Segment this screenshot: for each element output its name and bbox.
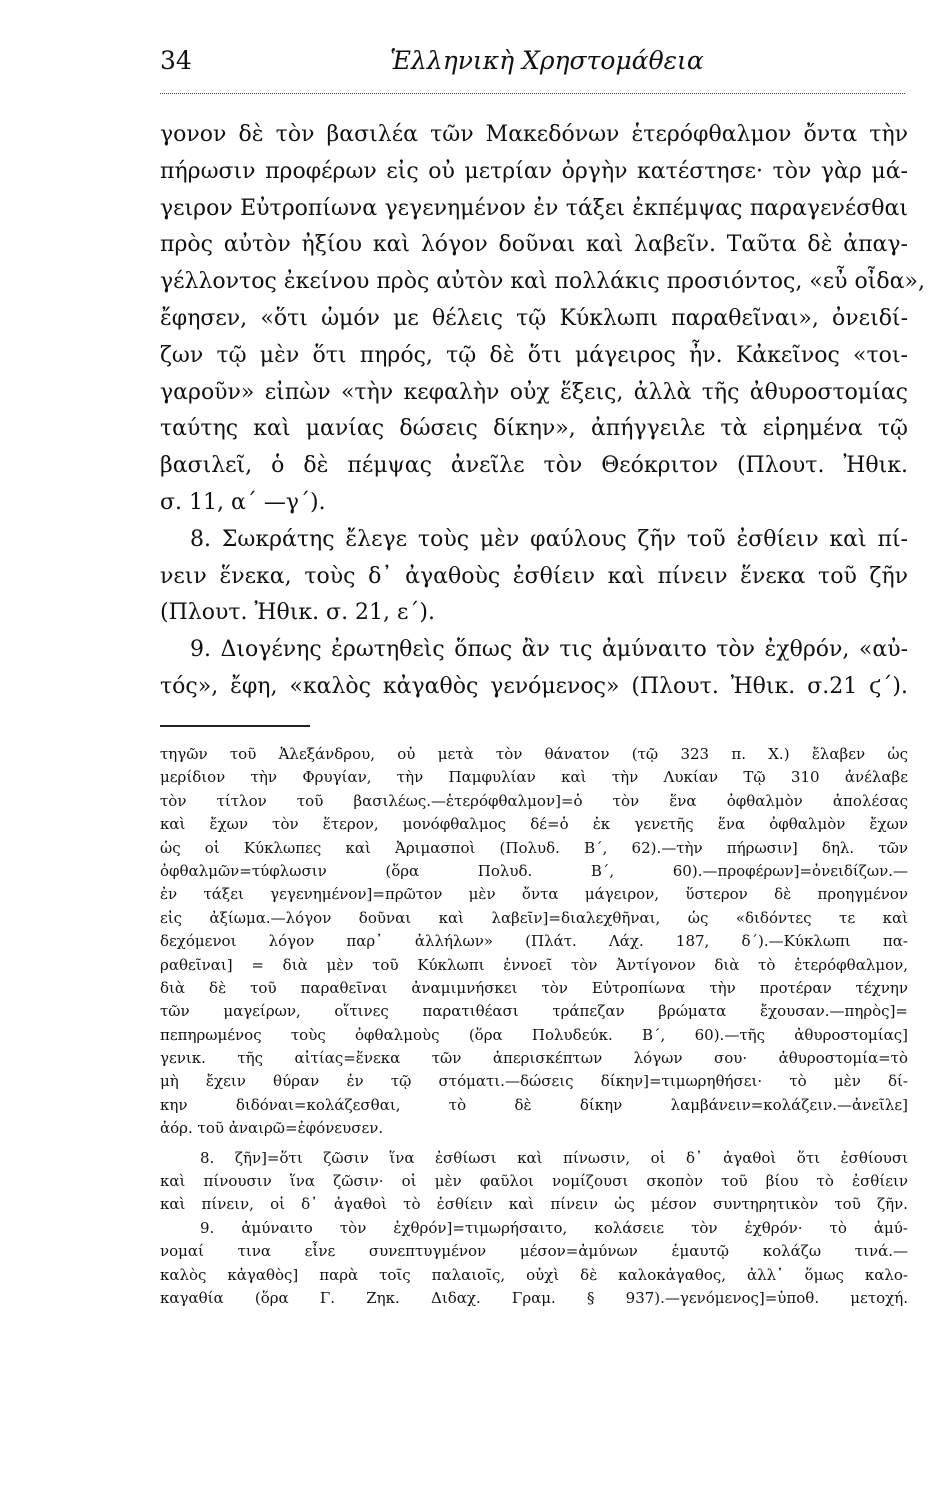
text-line: γαροῦν» εἰπὼν «τὴν κεφαλὴν οὐχ ἕξεις, ἀλλὰ τῆς ἀθυροστομίας (160, 379, 908, 405)
text-line: 9. Διογένης ἐρωτηθεὶς ὅπως ἂν τις ἀμύναιτο τὸν ἐχθρόν, «αὐ- (190, 637, 908, 663)
footnote-line: καὶ ἔχων τὸν ἕτερον, μονόφθαλμος δέ=ὁ ἐκ γενετῆς ἕνα ὀφθαλμὸν ἔχων (160, 815, 908, 834)
text-line: γειρον Εὐτροπίωνα γεγενημένον ἐν τάξει ἐκπέμψας παραγενέσθαι (160, 195, 908, 221)
text-line: νειν ἕνεκα, τοὺς δ᾿ ἀγαθοὺς ἐσθίειν καὶ πίνειν ἕνεκα τοῦ ζῆν (160, 563, 908, 589)
text-line: (Πλουτ. Ἠθικ. σ. 21, ε΄). (160, 600, 436, 626)
text-line: πήρωσιν προφέρων εἰς οὐ μετρίαν ὀργὴν κατέστησε· τὸν γὰρ μά- (160, 158, 908, 184)
text-line: ζων τῷ μὲν ὅτι πηρός, τῷ δὲ ὅτι μάγειρος ἦν. Κἀκεῖνος «τοι- (160, 342, 908, 368)
text-line: σ. 11, α΄ —γ΄). (160, 489, 326, 515)
text-line: βασιλεῖ, ὁ δὲ πέμψας ἀνεῖλε τὸν Θεόκριτον (Πλουτ. Ἠθικ. (160, 453, 908, 479)
footnote-line: δεχόμενοι λόγον παρ᾿ ἀλλήλων» (Πλάτ. Λάχ. 187, δ΄).—Κύκλωπι πα- (160, 932, 908, 951)
footnote-line: ἀόρ. τοῦ ἀναιρῶ=ἐφόνευσεν. (160, 1119, 384, 1138)
footnote-line: τῶν μαγείρων, οἵτινες παρατιθέασι τράπεζαν βρώματα ἔχουσαν.—πηρὸς]= (160, 1002, 908, 1021)
footnote-rule (160, 725, 310, 727)
text-line: πρὸς αὐτὸν ἠξίου καὶ λόγον δοῦναι καὶ λαβεῖν. Ταῦτα δὲ ἀπαγ- (160, 232, 908, 258)
footnotes (160, 743, 908, 1310)
text-line: γέλλοντος ἐκείνου πρὸς αὐτὸν καὶ πολλάκις προσιόντος, «εὖ οἶδα», (160, 269, 925, 295)
footnote-line: καὶ πίνειν, οἱ δ᾿ ἀγαθοὶ τὸ ἐσθίειν καὶ πίνειν ὡς μέσον συντηρητικὸν τοῦ ζῆν. (160, 1195, 908, 1214)
running-title: Ἑλληνικὴ Χρηστομάθεια (390, 46, 704, 75)
footnote-line: πεπηρωμένος τοὺς ὀφθαλμοὺς (ὅρα Πολυδεύκ. Β΄, 60).—τῆς ἀθυροστομίας] (160, 1025, 908, 1044)
footnote-line: τὸν τίτλον τοῦ βασιλέως.—ἑτερόφθαλμον]=ὁ τὸν ἕνα ὀφθαλμὸν ἀπολέσας (160, 791, 908, 810)
footnote-line: ὀφθαλμῶν=τύφλωσιν (ὅρα Πολυδ. Β΄, 60).—προφέρων]=ὀνειδίζων.— (160, 861, 908, 880)
text-line: 8. Σωκράτης ἔλεγε τοὺς μὲν φαύλους ζῆν τοῦ ἐσθίειν καὶ πί- (190, 526, 908, 552)
page-number: 34 (160, 46, 192, 75)
text-line: τός», ἔφη, «καλὸς κἀγαθὸς γενόμενος» (Πλουτ. Ἠθικ. σ.21 ϛ΄). (160, 673, 908, 699)
page-header (160, 40, 905, 84)
footnote-line: κην διδόναι=κολάζεσθαι, τὸ δὲ δίκην λαμβάνειν=κολάζειν.—ἀνεῖλε] (160, 1095, 908, 1114)
footnote-line: ἐν τάξει γεγενημένον]=πρῶτον μὲν ὄντα μάγειρον, ὕστερον δὲ προηγμένον (160, 885, 908, 904)
footnote-line: 8. ζῆν]=ὅτι ζῶσιν ἵνα ἐσθίωσι καὶ πίνωσιν, οἱ δ᾿ ἀγαθοὶ ὅτι ἐσθίουσι (200, 1148, 908, 1167)
footnote-line: καλὸς κἀγαθὸς] παρὰ τοῖς παλαιοῖς, οὐχὶ δὲ καλοκἀγαθος, ἀλλ᾿ ὅμως καλο- (160, 1265, 908, 1284)
footnote-line: μερίδιον τὴν Φρυγίαν, τὴν Παμφυλίαν καὶ τὴν Λυκίαν Τῷ 310 ἀνέλαβε (160, 768, 908, 787)
footnote-line: 9. ἀμύναιτο τὸν ἐχθρόν]=τιμωρήσαιτο, κολάσειε τὸν ἐχθρόν· τὸ ἀμύ- (200, 1218, 908, 1237)
text-line: γονον δὲ τὸν βασιλέα τῶν Μακεδόνων ἑτερόφθαλμον ὄντα τὴν (160, 122, 908, 147)
footnote-line: ραθεῖναι] = διὰ μὲν τοῦ Κύκλωπι ἐννοεῖ τὸν Ἀντίγονον διὰ τὸ ἑτερόφθαλμον, (160, 955, 908, 974)
footnote-line: καὶ πίνουσιν ἵνα ζῶσιν· οἱ μὲν φαῦλοι νομίζουσι σκοπὸν τοῦ βίου τὸ ἐσθίειν (160, 1172, 908, 1191)
footnote-line: ὡς οἱ Κύκλωπες καὶ Ἀριμασποὶ (Πολυδ. Β΄, 62).—τὴν πήρωσιν] δηλ. τῶν (160, 838, 908, 857)
main-text (160, 117, 925, 706)
footnote-line: καγαθία (ὅρα Γ. Ζηκ. Διδαχ. Γραμ. § 937).—γενόμενος]=ὑποθ. μετοχή. (160, 1288, 908, 1307)
footnote-line: διὰ δὲ τοῦ παραθεῖναι ἀναμιμνήσκει τὸν Εὐτροπίωνα τὴν προτέραν τέχνην (160, 978, 908, 997)
text-line: ταύτης καὶ μανίας δώσεις δίκην», ἀπήγγειλε τὰ εἰρημένα τῷ (160, 416, 908, 442)
footnote-line: μὴ ἔχειν θύραν ἐν τῷ στόματι.—δώσεις δίκην]=τιμωρηθήσει· τὸ μὲν δί- (160, 1072, 908, 1091)
footnote-line: γενικ. τῆς αἰτίας=ἕνεκα τῶν ἀπερισκέπτων λόγων σου· ἀθυροστομία=τὸ (160, 1049, 908, 1068)
text-line: ἔφησεν, «ὅτι ὠμόν με θέλεις τῷ Κύκλωπι παραθεῖναι», ὀνειδί- (160, 305, 908, 331)
footnote-line: νομαί τινα εἶνε συνεπτυγμένον μέσον=ἀμύνων ἐμαυτῷ κολάζω τινά.— (160, 1242, 908, 1261)
footnote-line: εἰς ἀξίωμα.—λόγον δοῦναι καὶ λαβεῖν]=διαλεχθῆναι, ὡς «διδόντες τε καὶ (160, 908, 908, 927)
footnote-line: τηγῶν τοῦ Ἀλεξάνδρου, οὐ μετὰ τὸν θάνατον (τῷ 323 π. Χ.) ἔλαβεν ὡς (160, 745, 908, 763)
header-rule (160, 93, 905, 94)
